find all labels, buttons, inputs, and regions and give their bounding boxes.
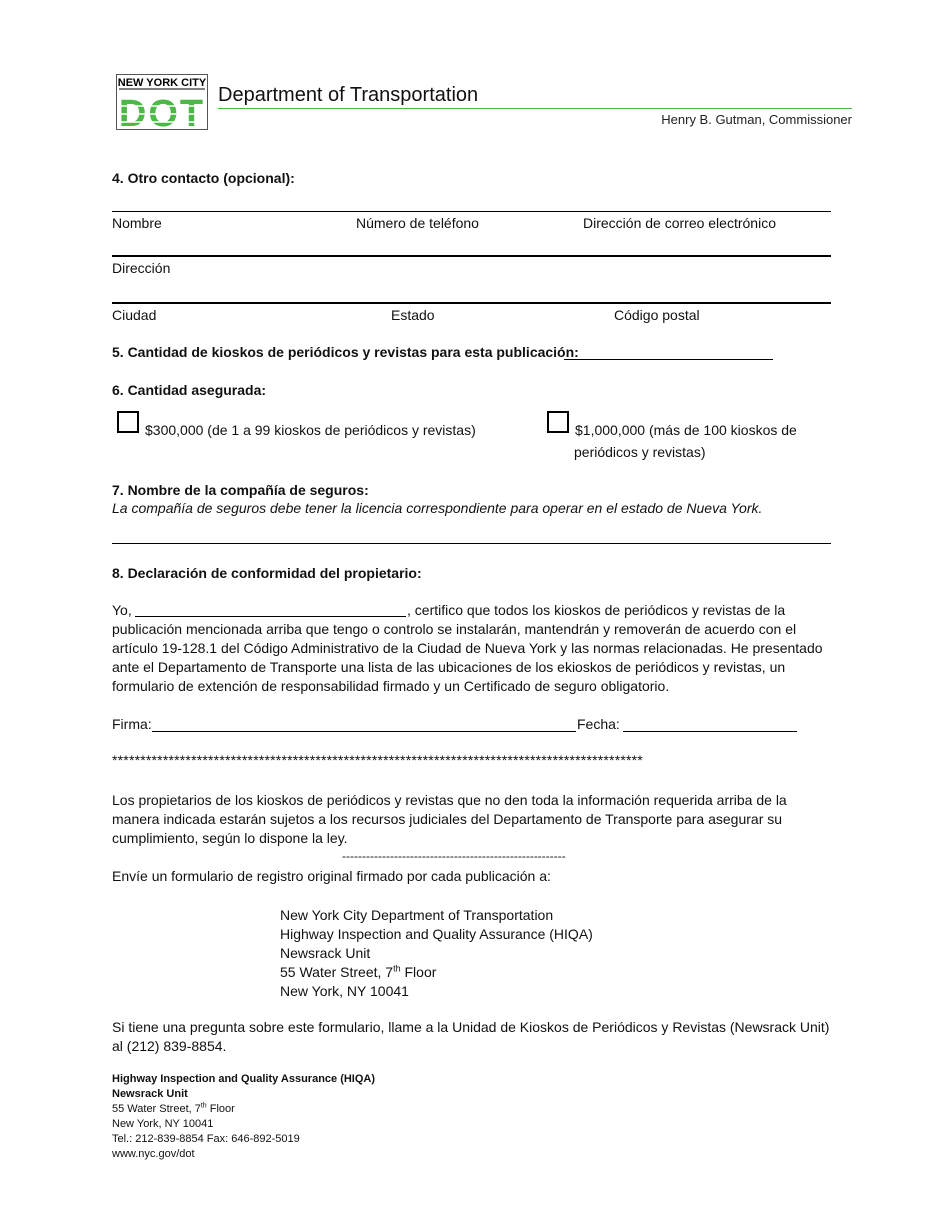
label-zip: Código postal [614, 307, 700, 323]
label-fecha: Fecha: [577, 716, 620, 732]
label-firma: Firma: [112, 716, 152, 732]
address-line2: Highway Inspection and Quality Assurance (HIQA) [280, 926, 593, 942]
notice-line3: cumplimiento, según lo dispone la ley. [112, 830, 348, 846]
footer-street: 55 Water Street, 7 [112, 1103, 201, 1115]
footer-street-sup: th [200, 1102, 207, 1110]
contact-name-line[interactable] [112, 211, 831, 212]
owner-name-field[interactable] [135, 601, 406, 617]
question-line2: al (212) 839-8854. [112, 1038, 227, 1054]
declaration-yo: Yo, [112, 602, 132, 618]
checkbox-1m[interactable] [547, 411, 569, 433]
logo-text: NEW YORK CITY [117, 77, 207, 89]
notice-line1: Los propietarios de los kioskos de periódicos y revistas que no den toda la información requerida arriba de la [112, 792, 787, 808]
date-field[interactable] [623, 716, 797, 732]
section-6-title: 6. Cantidad asegurada: [112, 382, 267, 398]
declaration-line4: ante el Departamento de Transporte una lista de las ubicaciones de los ekioskos de periódicos y revistas, un [112, 659, 786, 675]
footer-line3 [112, 1102, 235, 1117]
label-address: Dirección [112, 260, 171, 276]
address-street-sup: th [393, 963, 401, 974]
footer-line4: New York, NY 10041 [112, 1118, 214, 1130]
label-email: Dirección de correo electrónico [583, 215, 776, 231]
label-phone: Número de teléfono [356, 215, 479, 231]
footer-line2: Newsrack Unit [112, 1088, 188, 1100]
address-line5: New York, NY 10041 [280, 983, 409, 999]
section-4-title: 4. Otro contacto (opcional): [112, 170, 295, 186]
insurance-note: La compañía de seguros debe tener la licencia correspondiente para operar en el estado de Nueva York. [112, 500, 763, 516]
commissioner-name: Henry B. Gutman, Commissioner [661, 112, 852, 127]
question-line1: Si tiene una pregunta sobre este formulario, llame a la Unidad de Kioskos de Periódicos y Revistas (Newsrack Unit) [112, 1019, 830, 1035]
option-1m-label-line1: $1,000,000 (más de 100 kioskos de [575, 422, 797, 438]
address-line3: Newsrack Unit [280, 945, 371, 961]
label-name: Nombre [112, 215, 162, 231]
footer-website[interactable]: www.nyc.gov/dot [112, 1148, 195, 1160]
signature-field[interactable] [152, 716, 576, 732]
contact-city-line[interactable] [112, 302, 831, 304]
dash-separator: -------------------------------------------------------- [342, 849, 566, 863]
star-separator: ********************************************************************************************** [112, 752, 643, 768]
section-7-title: 7. Nombre de la compañía de seguros: [112, 482, 369, 498]
option-1m-label-line2: periódicos y revistas) [574, 444, 706, 460]
declaration-line2: publicación mencionada arriba que tengo o controlo se instalarán, mantendrán y removerán de acuerdo con el [112, 621, 797, 637]
address-line1: New York City Department of Transportation [280, 907, 554, 923]
send-instructions: Envíe un formulario de registro original firmado por cada publicación a: [112, 868, 551, 884]
declaration-line5: formulario de extención de responsabilidad firmado y un Certificado de seguro obligatorio. [112, 678, 670, 694]
section-5-title: 5. Cantidad de kioskos de periódicos y revistas para esta publicación: [112, 344, 579, 360]
department-title: Department of Transportation [218, 84, 479, 106]
notice-line2: manera indicada estarán sujetos a los recursos judiciales del Departamento de Transporte para asegurar su [112, 811, 783, 827]
footer-floor: Floor [206, 1103, 235, 1115]
footer-line1: Highway Inspection and Quality Assurance (HIQA) [112, 1073, 376, 1085]
section-8-title: 8. Declaración de conformidad del propietario: [112, 565, 422, 581]
header-green-rule [218, 108, 852, 109]
declaration-line1: , certifico que todos los kioskos de periódicos y revistas de la [407, 602, 786, 618]
declaration-line3: artículo 19-128.1 del Código Administrativo de la Ciudad de Nueva York y las normas relacionadas. He presentado [112, 640, 823, 656]
nyc-dot-logo [116, 74, 208, 130]
logo-letters: DOT [118, 93, 206, 130]
checkbox-300k[interactable] [117, 411, 139, 433]
footer-line5: Tel.: 212-839-8854 Fax: 646-892-5019 [112, 1133, 300, 1145]
address-floor: Floor [400, 964, 437, 980]
label-state: Estado [391, 307, 435, 323]
contact-address-line[interactable] [112, 255, 831, 257]
insurance-company-line[interactable] [112, 543, 831, 544]
address-line4 [280, 963, 436, 982]
address-street: 55 Water Street, 7 [280, 964, 394, 980]
kiosk-count-field[interactable] [564, 343, 773, 360]
label-city: Ciudad [112, 307, 157, 323]
option-300k-label: $300,000 (de 1 a 99 kioskos de periódicos y revistas) [145, 422, 476, 438]
